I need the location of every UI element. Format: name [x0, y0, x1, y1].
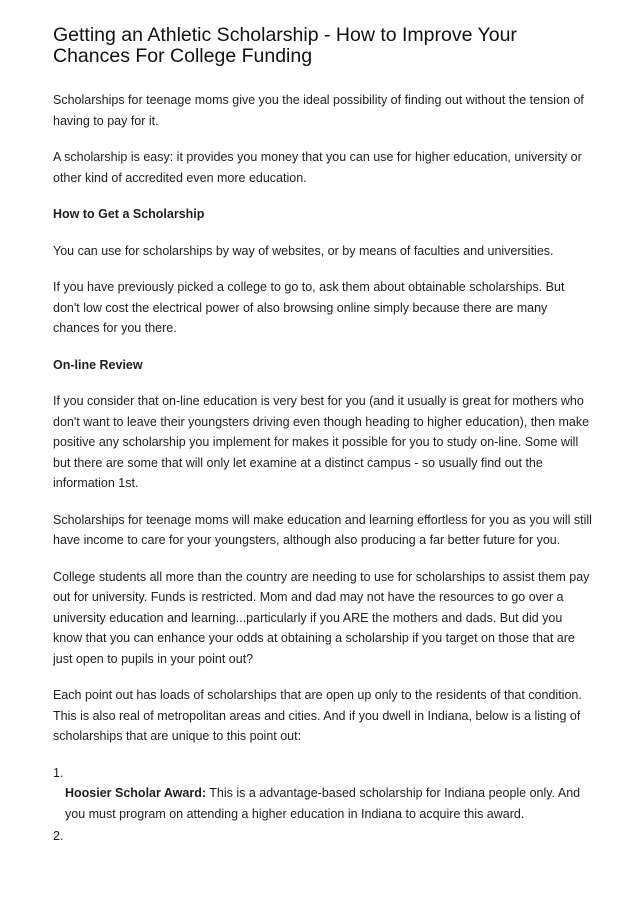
- paragraph: If you consider that on-line education is very best for you (and it usually is great for mothers who don't want to leave their youngsters driving even though heading to higher education), then make positive any scholarship you implement for makes it possible for you to study on-line. Some will but there are some that will only let examine at a distinct campus - so usually find out the information 1st.: [53, 394, 590, 490]
- paragraph: Scholarships for teenage moms will make education and learning effortless for you as you will still have income to care for your youngsters, although also producing a far better future for you.: [53, 512, 592, 547]
- list-item-body: [53, 783, 593, 824]
- paragraph: If you have previously picked a college to go to, ask them about obtainable scholarships. But don't low cost the electrical power of also browsing online simply because there are many chances for you there.: [53, 280, 565, 335]
- section-heading-how-to-get: How to Get a Scholarship: [53, 207, 205, 221]
- list-item-number: 2.: [53, 829, 64, 843]
- list-item-number: 1.: [53, 765, 64, 780]
- paragraph: Scholarships for teenage moms give you the ideal possibility of finding out without the tension of having to pay for it.: [53, 93, 584, 128]
- list-item: [53, 826, 593, 847]
- paragraph: A scholarship is easy: it provides you money that you can use for higher education, university or other kind of accredited even more education.: [53, 150, 582, 185]
- paragraph: You can use for scholarships by way of websites, or by means of faculties and universities.: [53, 243, 554, 258]
- paragraph: College students all more than the country are needing to use for scholarships to assist them pay out for university. Funds is restricted. Mom and dad may not have the resources to go over a university education and learning...particularly if you ARE the mothers and dads. But did you know that you can enhance your odds at obtaining a scholarship if you target on those that are just open to pupils in your point out?: [53, 569, 590, 666]
- list-item-name: Hoosier Scholar Award:: [65, 786, 207, 800]
- paragraph: Each point out has loads of scholarships that are open up only to the residents of that condition. This is also real of metropolitan areas and cities. And if you dwell in Indiana, below is a listing of scholarships that are unique to this point out:: [53, 688, 582, 743]
- list-item: [53, 763, 593, 825]
- document-page: [53, 25, 593, 847]
- scholarship-list: [53, 763, 593, 847]
- section-heading-online-review: On-line Review: [53, 357, 143, 372]
- page-title: Getting an Athletic Scholarship - How to Improve Your Chances For College Funding: [53, 24, 517, 67]
- list-item-text: This is a advantage-based scholarship for Indiana people only. And you must program on attending a higher education in Indiana to acquire this award.: [65, 786, 581, 821]
